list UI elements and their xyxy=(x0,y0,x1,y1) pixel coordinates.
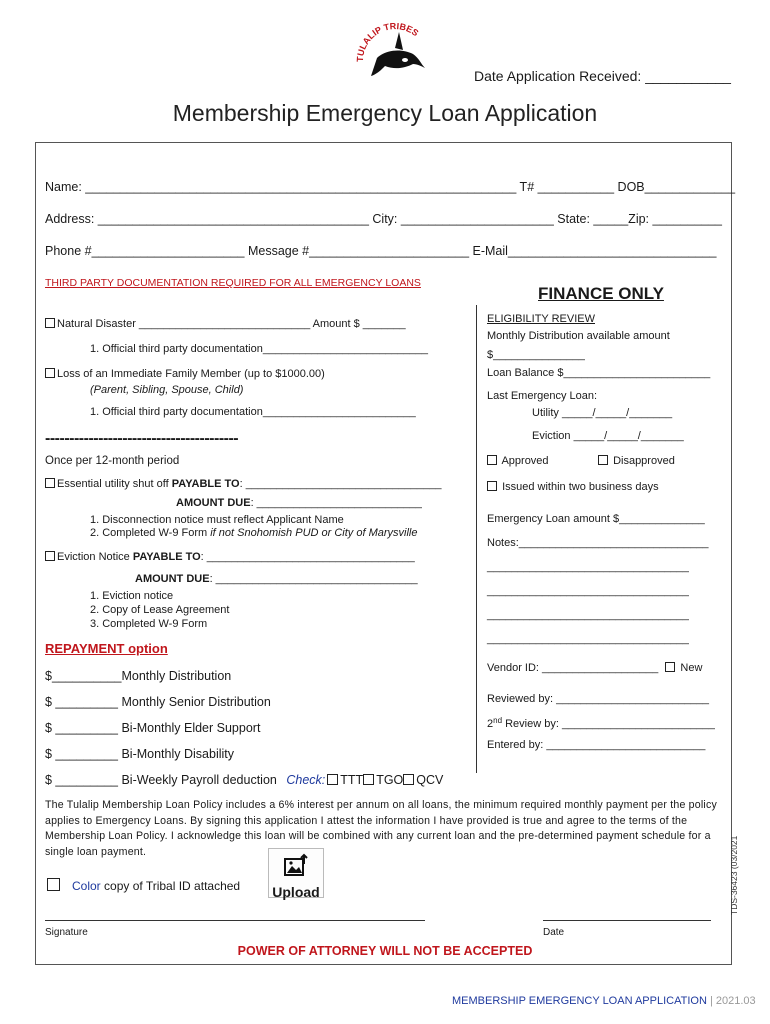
eviction-item-3: 3. Completed W-9 Form xyxy=(90,618,208,630)
footer-version: 2021.03 xyxy=(715,995,756,1007)
address-row[interactable]: Address: _______________________________________ City: ______________________ State: _____Zip: __________ xyxy=(45,212,723,226)
notes-field[interactable]: Notes:_______________________________ xyxy=(487,537,709,549)
family-loss-relations: (Parent, Sibling, Spouse, Child) xyxy=(90,384,244,396)
repayment-heading: REPAYMENT option xyxy=(45,641,168,656)
notes-line-1[interactable]: _________________________________ xyxy=(487,561,689,573)
repay-monthly-distribution[interactable]: $__________Monthly Distribution xyxy=(45,669,232,683)
repay-disability[interactable]: $ _________ Bi-Monthly Disability xyxy=(45,747,234,761)
second-review-field[interactable]: 2nd Review by: _________________________ xyxy=(487,716,715,730)
tgo-checkbox[interactable] xyxy=(363,774,374,785)
monthly-distribution-label: Monthly Distribution available amount xyxy=(487,330,670,342)
ttt-checkbox[interactable] xyxy=(327,774,338,785)
tulalip-tribes-logo xyxy=(355,20,435,82)
loan-balance-field[interactable]: Loan Balance $________________________ xyxy=(487,367,711,379)
utility-item-2: 2. Completed W-9 Form if not Snohomish PUD or City of Marysville xyxy=(90,527,418,539)
footer: MEMBERSHIP EMERGENCY LOAN APPLICATION | 2021.03 xyxy=(452,995,756,1007)
upload-image-icon xyxy=(283,853,309,877)
eviction-item-1: 1. Eviction notice xyxy=(90,590,174,602)
reviewed-by-field[interactable]: Reviewed by: _________________________ xyxy=(487,693,710,705)
signature-line[interactable] xyxy=(45,920,425,921)
repay-elder-support[interactable]: $ _________ Bi-Monthly Elder Support xyxy=(45,721,261,735)
utility-shutoff-checkbox[interactable] xyxy=(45,478,55,488)
page-title: Membership Emergency Loan Application xyxy=(172,100,598,126)
emergency-amount-field[interactable]: Emergency Loan amount $______________ xyxy=(487,513,705,525)
signature-label: Signature xyxy=(45,927,88,938)
finance-divider xyxy=(476,305,477,773)
tribal-id-checkbox[interactable] xyxy=(47,878,60,891)
approved-option[interactable]: Approved xyxy=(487,455,549,467)
loan-policy-text: The Tulalip Membership Loan Policy includes a 6% interest per annum on all loans, the minimum required monthly payment per the policy applies to Emergency Loans. By signing this application I attest the information I have provided is true and agree to the terms of the Membership Loan Policy. I acknowledge this loan will be combined with any current loan and the pre-determined payment schedule for a single loan payment. xyxy=(45,799,717,858)
approved-checkbox[interactable] xyxy=(487,455,497,465)
date-line[interactable] xyxy=(543,920,711,921)
nd-documentation: 1. Official third party documentation___________________________ xyxy=(90,343,429,355)
eviction-row[interactable]: Eviction Notice PAYABLE TO: __________________________________ xyxy=(45,551,415,563)
entered-by-field[interactable]: Entered by: __________________________ xyxy=(487,739,706,751)
disapproved-checkbox[interactable] xyxy=(598,455,608,465)
tribal-id-row[interactable]: Color copy of Tribal ID attached xyxy=(47,878,240,893)
once-per-period: Once per 12-month period xyxy=(45,455,180,467)
logo-text: TULALIP TRIBES xyxy=(355,20,421,63)
new-vendor-checkbox[interactable] xyxy=(665,662,675,672)
natural-disaster-row[interactable]: Natural Disaster ____________________________ Amount $ _______ xyxy=(45,318,406,330)
repay-senior-distribution[interactable]: $ _________ Monthly Senior Distribution xyxy=(45,695,271,709)
loss-documentation: 1. Official third party documentation_________________________ xyxy=(90,406,416,418)
eviction-checkbox[interactable] xyxy=(45,551,55,561)
separator-dashes: ---------------------------------------- xyxy=(45,430,239,447)
footer-title: MEMBERSHIP EMERGENCY LOAN APPLICATION xyxy=(452,995,707,1007)
date-received-field[interactable]: Date Application Received: ___________ xyxy=(474,68,731,84)
notes-line-4[interactable]: _________________________________ xyxy=(487,633,689,645)
last-emergency-label: Last Emergency Loan: xyxy=(487,390,598,402)
issued-checkbox[interactable] xyxy=(487,481,497,491)
family-loss-row[interactable]: Loss of an Immediate Family Member (up to $1000.00) xyxy=(45,368,325,380)
notes-line-2[interactable]: _________________________________ xyxy=(487,585,689,597)
qcv-checkbox[interactable] xyxy=(403,774,414,785)
name-row[interactable]: Name: ______________________________________________________________ T# ___________ DOB_____________ xyxy=(45,180,736,194)
third-party-notice: THIRD PARTY DOCUMENTATION REQUIRED FOR ALL EMERGENCY LOANS xyxy=(45,277,421,289)
eligibility-review: ELIGIBILITY REVIEW xyxy=(487,313,595,325)
monthly-distribution-field[interactable]: $_______________ xyxy=(487,349,585,361)
utility-item-1: 1. Disconnection notice must reflect Applicant Name xyxy=(90,514,344,526)
vendor-id-row[interactable]: Vendor ID: ___________________ New xyxy=(487,662,703,674)
issued-option[interactable]: Issued within two business days xyxy=(487,481,659,493)
disapproved-option[interactable]: Disapproved xyxy=(598,455,675,467)
natural-disaster-checkbox[interactable] xyxy=(45,318,55,328)
phone-row[interactable]: Phone #______________________ Message #_______________________ E-Mail______________________________ xyxy=(45,244,717,258)
eviction-item-2: 2. Copy of Lease Agreement xyxy=(90,604,230,616)
repay-payroll-deduction[interactable]: $ _________ Bi-Weekly Payroll deduction Check: TTT TGO QCV xyxy=(45,773,444,787)
family-loss-checkbox[interactable] xyxy=(45,368,55,378)
notes-line-3[interactable]: _________________________________ xyxy=(487,609,689,621)
eviction-amount-due[interactable]: AMOUNT DUE: _________________________________ xyxy=(135,573,418,585)
utility-amount-due[interactable]: AMOUNT DUE: ___________________________ xyxy=(176,497,422,509)
utility-shutoff-row[interactable]: Essential utility shut off PAYABLE TO: ________________________________ xyxy=(45,478,442,490)
check-label: Check: xyxy=(286,773,326,787)
vendor-id-field[interactable]: Vendor ID: ___________________ xyxy=(487,662,659,674)
utility-date-field[interactable]: Utility _____/_____/_______ xyxy=(532,407,673,419)
upload-button[interactable]: Upload xyxy=(268,848,324,898)
finance-only-title: FINANCE ONLY xyxy=(538,284,664,303)
power-of-attorney-notice: POWER OF ATTORNEY WILL NOT BE ACCEPTED xyxy=(237,944,533,958)
date-label: Date xyxy=(543,927,565,938)
eviction-date-field[interactable]: Eviction _____/_____/_______ xyxy=(532,430,684,442)
form-code: TDS-36423 (03/2021 xyxy=(729,835,739,915)
